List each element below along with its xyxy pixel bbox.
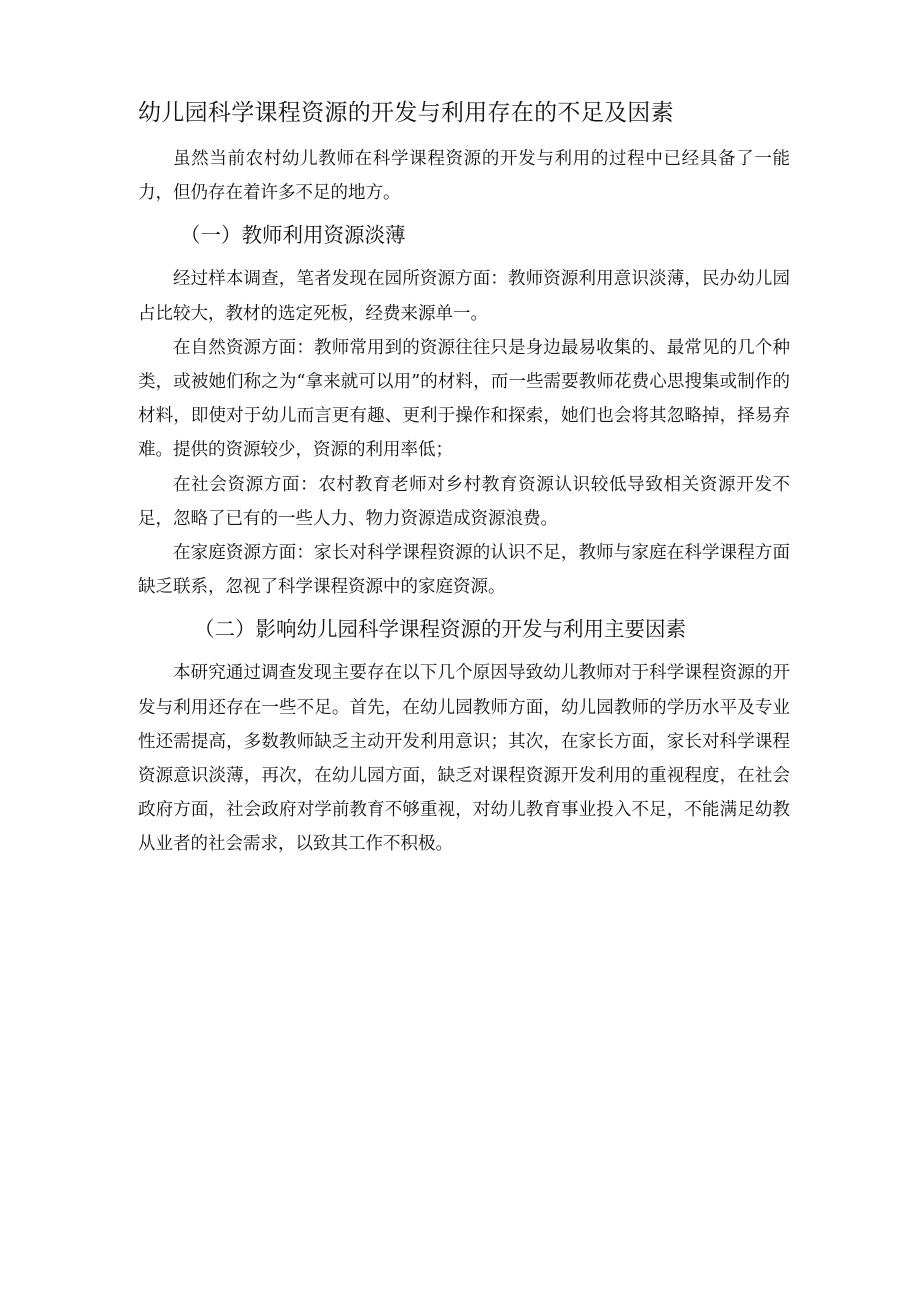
- section-heading-2: （二）影响幼儿园科学课程资源的开发与利用主要因素: [194, 617, 686, 642]
- section-heading-1: （一）教师利用资源淡薄: [180, 223, 406, 248]
- document-body: [138, 96, 790, 862]
- section-1-paragraph-3: 在社会资源方面：农村教育老师对乡村教育资源认识较低导致相关资源开发不足，忽略了已有的一些人力、物力资源造成资源浪费。: [138, 474, 790, 529]
- section-2-paragraph-1: 本研究通过调查发现主要存在以下几个原因导致幼儿教师对于科学课程资源的开发与利用还存在一些不足。首先，在幼儿园教师方面，幼儿园教师的学历水平及专业性还需提高，多数教师缺乏主动开发利用意识；其次，在家长方面，家长对科学课程资源意识淡薄，再次，在幼儿园方面，缺乏对课程资源开发利用的重视程度，在社会政府方面，社会政府对学前教育不够重视，对幼儿教育事业投入不足，不能满足幼教从业者的社会需求，以致其工作不积极。: [138, 663, 790, 855]
- intro-paragraph: 虽然当前农村幼儿教师在科学课程资源的开发与利用的过程中已经具备了一能力，但仍存在着许多不足的地方。: [138, 149, 790, 204]
- section-1-paragraph-1: 经过样本调查，笔者发现在园所资源方面：教师资源利用意识淡薄，民办幼儿园占比较大，教材的选定死板，经费来源单一。: [138, 269, 790, 324]
- section-1-paragraph-2: 在自然资源方面：教师常用到的资源往往只是身边最易收集的、最常见的几个种类，或被她们称之为“拿来就可以用”的材料，而一些需要教师花费心思搜集或制作的材料，即使对于幼儿而言更有趣、更利于操作和探索，她们也会将其忽略掉，择易弃难。提供的资源较少，资源的利用率低；: [138, 337, 790, 461]
- section-1-paragraph-4: 在家庭资源方面：家长对科学课程资源的认识不足，教师与家庭在科学课程方面缺乏联系，忽视了科学课程资源中的家庭资源。: [138, 543, 790, 598]
- document-title: 幼儿园科学课程资源的开发与利用存在的不足及因素: [138, 100, 674, 126]
